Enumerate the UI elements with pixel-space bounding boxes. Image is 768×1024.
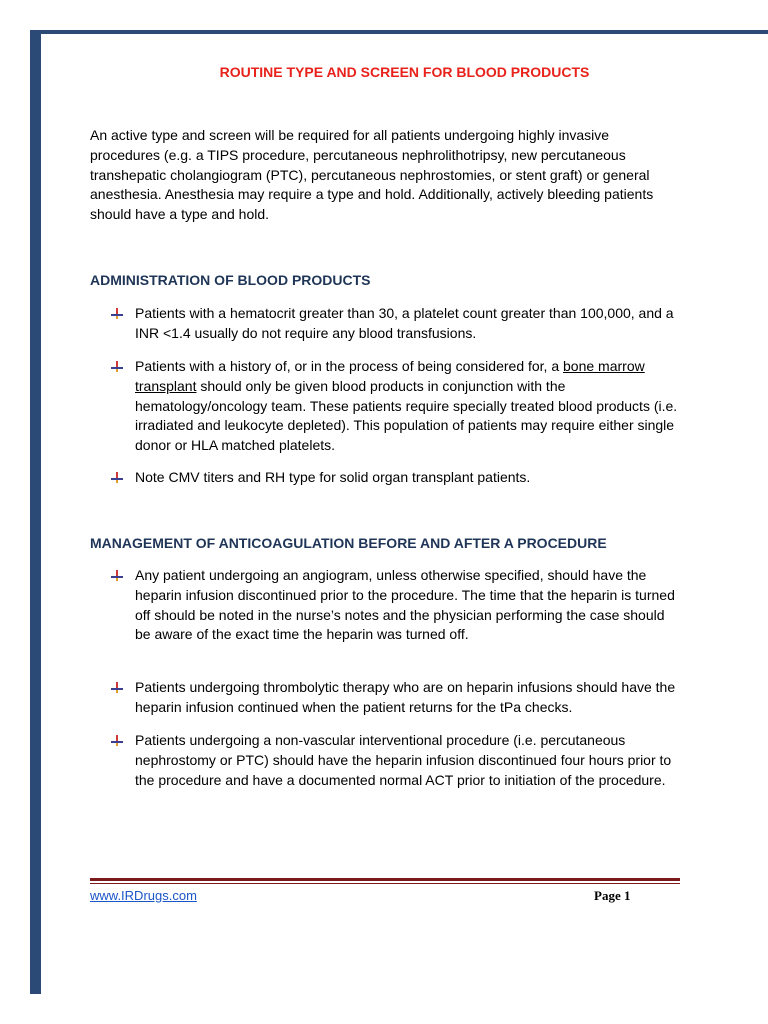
list-item [110, 357, 680, 456]
page-border-left [30, 30, 41, 994]
list-item [110, 304, 680, 344]
document-title: ROUTINE TYPE AND SCREEN FOR BLOOD PRODUCTS [219, 64, 590, 80]
website-link[interactable]: www.IRDrugs.com [90, 888, 197, 903]
section-heading-administration: ADMINISTRATION OF BLOOD PRODUCTS [90, 272, 371, 288]
section-heading-anticoagulation: MANAGEMENT OF ANTICOAGULATION BEFORE AND AFTER A PROCEDURE [90, 535, 607, 551]
plus-cross-icon [110, 681, 124, 695]
list-item-text: Patients with a history of, or in the process of being considered for, a bone marrow transplant should only be given blood products in conjunction with the hematology/oncology team. These patients require specially treated blood products (i.e. irradiated and leukocyte depleted). This population of patients may require either single donor or HLA matched platelets. [135, 358, 678, 454]
list-item [110, 678, 680, 718]
list-item-text: Any patient undergoing an angiogram, unless otherwise specified, should have the heparin infusion discontinued prior to the procedure. The time that the heparin is turned off should be noted in the nurse’s notes and the physician performing the case should be aware of the exact time the heparin was turned off. [135, 567, 675, 643]
list-item [110, 731, 680, 790]
footer-divider [90, 878, 680, 881]
footer-divider-thin [90, 883, 680, 884]
page-number: Page 1 [594, 888, 631, 903]
plus-cross-icon [110, 307, 124, 321]
intro-paragraph: An active type and screen will be required for all patients undergoing highly invasive procedures (e.g. a TIPS procedure, percutaneous nephrolithotripsy, new percutaneous transhepatic cholangiogram (PTC), percutaneous nephrostomies, or stent graft) or general anesthesia. Anesthesia may require a type and hold. Additionally, actively bleeding patients should have a type and hold. [90, 127, 654, 223]
plus-cross-icon [110, 471, 124, 485]
page-border-top [30, 30, 768, 34]
list-item-text: Patients undergoing thrombolytic therapy who are on heparin infusions should have the heparin infusion continued when the patient returns for the tPa checks. [135, 679, 676, 715]
plus-cross-icon [110, 569, 124, 583]
plus-cross-icon [110, 360, 124, 374]
bone-marrow-link[interactable]: bone marrow transplant [135, 358, 645, 394]
plus-cross-icon [110, 734, 124, 748]
list-item-text: Note CMV titers and RH type for solid organ transplant patients. [135, 469, 531, 485]
list-item-text: Patients with a hematocrit greater than 30, a platelet count greater than 100,000, and a INR <1.4 usually do not require any blood transfusions. [135, 305, 674, 341]
list-item-text: Patients undergoing a non-vascular interventional procedure (i.e. percutaneous nephrostomy or PTC) should have the heparin infusion discontinued four hours prior to the procedure and have a documented normal ACT prior to initiation of the procedure. [135, 732, 672, 788]
list-item [110, 566, 680, 645]
list-item [110, 468, 680, 488]
